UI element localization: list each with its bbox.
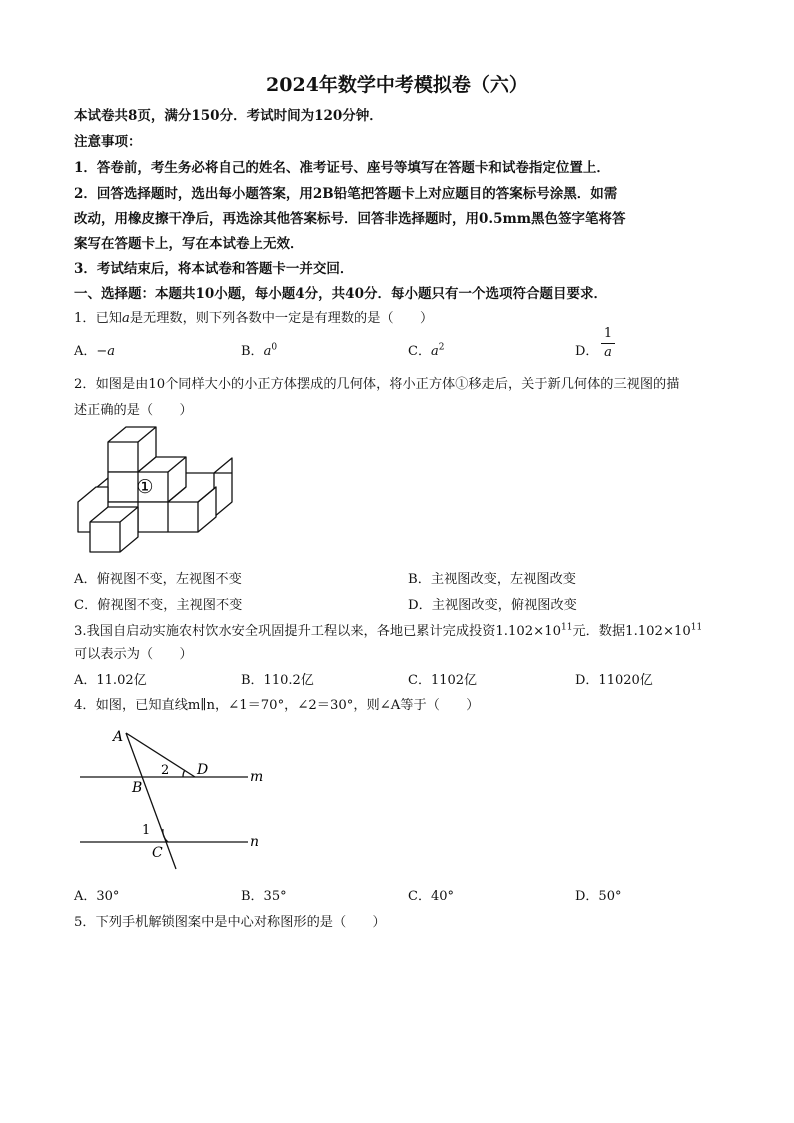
option-label: C．: [408, 344, 431, 359]
label-angle-2: 2: [161, 763, 170, 778]
question-2-stem-line2: 述正确的是（ ）: [74, 403, 193, 418]
angle-2-arc: [183, 770, 185, 777]
q3-option-a[interactable]: A．11.02亿: [74, 673, 147, 688]
note-2-line3: 案写在答题卡上，写在本试卷上无效．: [74, 236, 304, 252]
label-line-m: m: [250, 769, 264, 785]
option-value: a: [263, 344, 272, 359]
option-exponent: 0: [271, 342, 278, 353]
q4-option-a[interactable]: A．30°: [74, 889, 120, 904]
q4-option-c[interactable]: C．40°: [408, 889, 454, 904]
label-point-b: B: [132, 780, 143, 796]
angle-1-arc: [163, 829, 168, 842]
fraction-denominator: a: [604, 345, 612, 360]
q3-exponent: 11: [690, 622, 703, 633]
q1-var: a: [121, 311, 130, 326]
note-2-line2: 改动，用橡皮擦干净后，再选涂其他答案标号．回答非选择题时，用0.5mm黑色签字笔将答: [74, 211, 626, 227]
label-point-c: C: [152, 845, 163, 861]
section-1-heading: 一、选择题：本题共10小题，每小题4分，共40分．每小题只有一个选项符合题目要求．: [74, 286, 607, 302]
note-2-line1: 2．回答选择题时，选出每小题答案，用2B铅笔把答题卡上对应题目的答案标号涂黑．如需: [74, 186, 618, 202]
question-3-stem-line2: 可以表示为（ ）: [74, 647, 193, 662]
q2-option-a[interactable]: A．俯视图不变，左视图不变: [74, 572, 242, 587]
q1-option-c[interactable]: [408, 340, 444, 359]
notes-heading: 注意事项：: [74, 134, 142, 150]
label-point-d: D: [197, 762, 209, 778]
option-value: −a: [96, 344, 116, 359]
q4-option-b[interactable]: B．35°: [241, 889, 287, 904]
page-title: 2024年数学中考模拟卷（六）: [266, 74, 528, 96]
question-3-stem-line1: [74, 620, 702, 639]
question-1-stem: [74, 307, 433, 326]
label-angle-1: 1: [142, 823, 151, 838]
parallel-lines-figure: [70, 722, 270, 874]
exam-intro: 本试卷共8页，满分150分．考试时间为120分钟．: [74, 108, 383, 124]
q2-option-d[interactable]: D．主视图改变，俯视图改变: [408, 598, 577, 613]
q3-stem-part: 元．数据1.102×10: [572, 624, 691, 639]
option-label: A．: [74, 344, 97, 359]
line-ac: [126, 733, 176, 869]
option-label: B．: [241, 344, 264, 359]
q1-option-a[interactable]: [74, 340, 115, 359]
q1-stem-post: 是无理数，则下列各数中一定是有理数的是（ ）: [129, 311, 434, 326]
label-point-a: A: [113, 729, 124, 745]
q1-stem-pre: 1．已知: [74, 311, 122, 326]
q3-option-c[interactable]: C．1102亿: [408, 673, 478, 688]
question-4-stem: 4．如图，已知直线m∥n，∠1＝70°，∠2＝30°，则∠A等于（ ）: [74, 698, 480, 713]
cube-solid-figure: [70, 422, 240, 558]
q2-option-b[interactable]: B．主视图改变，左视图改变: [408, 572, 576, 587]
q3-option-b[interactable]: B．110.2亿: [241, 673, 314, 688]
q3-option-d[interactable]: D．11020亿: [575, 673, 653, 688]
q3-exponent: 11: [560, 622, 573, 633]
cube-marker-label: ①: [136, 476, 154, 498]
label-line-n: n: [250, 834, 260, 850]
note-1: 1．答卷前，考生务必将自己的姓名、准考证号、座号等填写在答题卡和试卷指定位置上．: [74, 160, 610, 176]
q1-option-d[interactable]: [575, 340, 598, 359]
option-exponent: 2: [438, 342, 445, 353]
fraction-numerator: 1: [603, 326, 613, 341]
q1-option-b[interactable]: [241, 340, 277, 359]
fraction-bar: [601, 343, 615, 344]
q1-option-d-fraction: [601, 326, 615, 361]
q2-option-c[interactable]: C．俯视图不变，主视图不变: [74, 598, 243, 613]
note-3: 3．考试结束后，将本试卷和答题卡一并交回．: [74, 261, 354, 277]
option-value: a: [430, 344, 439, 359]
q4-option-d[interactable]: D．50°: [575, 889, 622, 904]
q3-stem-part: 3.我国自启动实施农村饮水安全巩固提升工程以来，各地已累计完成投资1.102×10: [74, 624, 561, 639]
question-5-stem: 5．下列手机解锁图案中是中心对称图形的是（ ）: [74, 915, 386, 930]
question-2-stem-line1: 2．如图是由10个同样大小的小正方体摆成的几何体，将小正方体①移走后，关于新几何体的三视图的描: [74, 377, 680, 392]
option-label: D．: [575, 344, 599, 359]
